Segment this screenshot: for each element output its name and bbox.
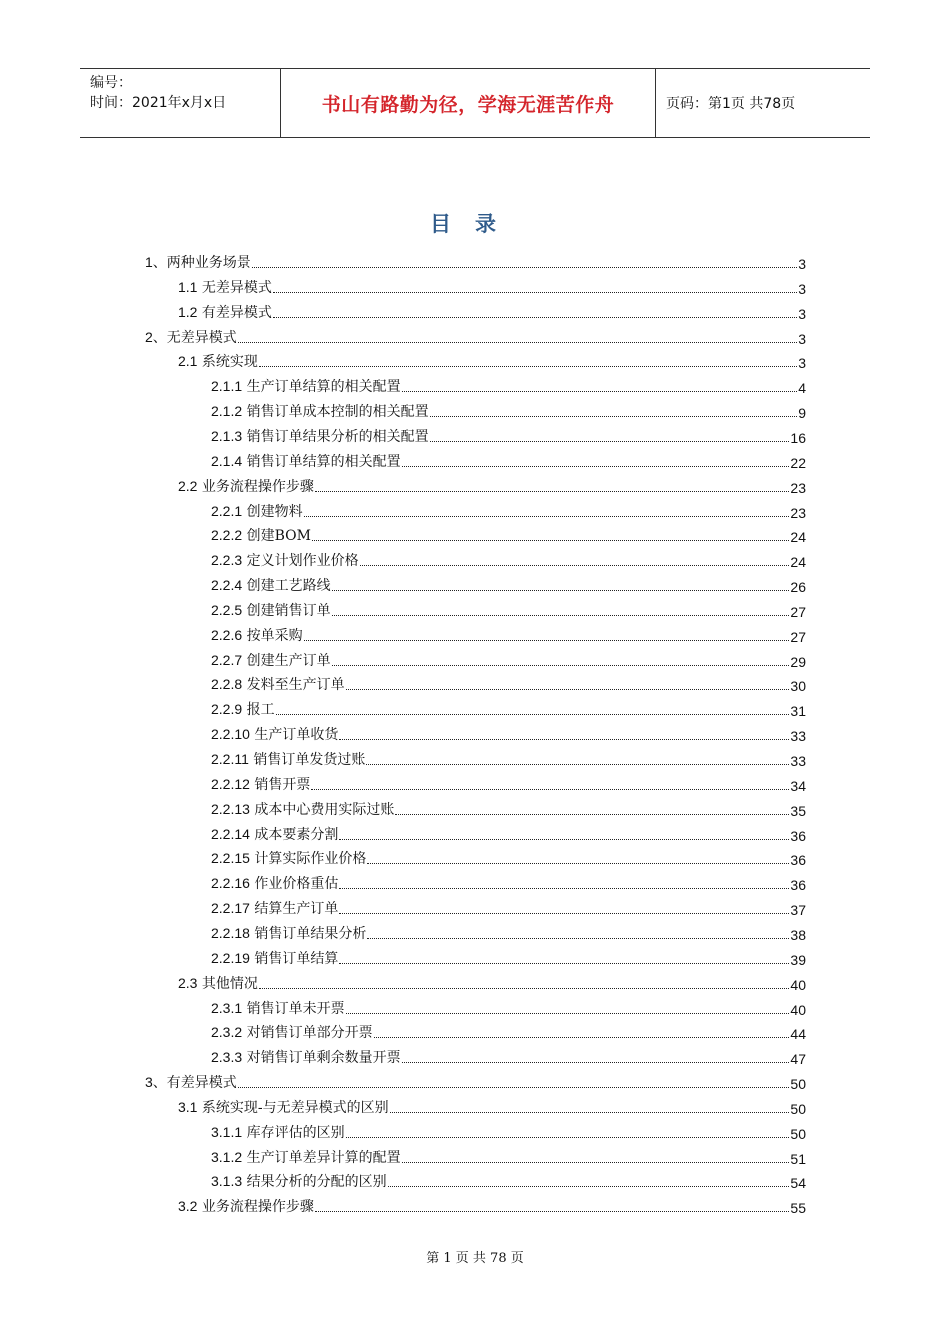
toc-dot-leader	[402, 1061, 790, 1063]
toc-entry[interactable]	[211, 550, 806, 570]
header-page-info-cell	[656, 69, 870, 137]
toc-entry-number: 2.2.4	[211, 577, 243, 594]
toc-entry[interactable]	[211, 650, 806, 670]
toc-dot-leader	[430, 440, 790, 442]
toc-entry-number: 1.2	[178, 303, 198, 320]
toc-entry-page: 34	[790, 777, 806, 794]
header-motto: 书山有路勤为径，学海无涯苦作舟	[321, 93, 615, 116]
toc-entry-page: 47	[790, 1051, 806, 1068]
toc-entry-page: 26	[790, 579, 806, 596]
toc-entry-number: 2.2.10	[211, 726, 250, 743]
toc-entry[interactable]	[211, 1047, 806, 1067]
toc-entry-number: 2.3	[178, 974, 198, 991]
toc-dot-leader	[367, 862, 789, 864]
toc-entry-label	[211, 824, 339, 844]
toc-entry-page: 55	[790, 1200, 806, 1217]
toc-entry[interactable]	[211, 824, 806, 844]
toc-entry-number: 2.2.6	[211, 626, 243, 643]
toc-entry-text: 按单采购	[242, 627, 303, 644]
toc-entry-label	[211, 1047, 402, 1067]
toc-entry-label	[211, 674, 346, 694]
toc-dot-leader	[238, 341, 797, 343]
toc-entry-number: 3.1.3	[211, 1173, 243, 1190]
toc-entry-text: 业务流程操作步骤	[197, 478, 314, 495]
toc-entry-label	[211, 1122, 346, 1142]
toc-entry-label	[211, 898, 339, 918]
toc-entry[interactable]	[145, 1072, 806, 1092]
toc-entry-text: 销售开票	[249, 776, 311, 793]
header-page-info: 页码：第1页 共78页	[666, 96, 796, 112]
toc-entry[interactable]	[211, 401, 806, 421]
toc-entry[interactable]	[211, 376, 806, 396]
toc-entry-number: 2.2.15	[211, 850, 250, 867]
toc-entry-number: 3.1	[178, 1098, 198, 1115]
toc-entry-text: 销售订单结算的相关配置	[242, 453, 401, 470]
toc-entry-text: 对销售订单部分开票	[242, 1025, 373, 1042]
time-label: 时间：2021年x月x日	[90, 95, 227, 111]
toc-entry-number: 1.1	[178, 278, 198, 295]
toc-entry-page: 33	[790, 728, 806, 745]
toc-entry-page: 40	[790, 976, 806, 993]
toc-dot-leader	[366, 763, 789, 765]
toc-entry-number: 2.2.12	[211, 775, 250, 792]
header-motto-cell	[281, 69, 656, 137]
toc-entry[interactable]	[211, 699, 806, 719]
toc-entry-number: 2.2.5	[211, 601, 243, 618]
toc-entry-number: 3.1.1	[211, 1123, 243, 1140]
toc-entry-page: 24	[790, 554, 806, 571]
toc-entry-label	[211, 1022, 374, 1042]
toc-entry-text: 结算生产订单	[249, 901, 339, 918]
toc-dot-leader	[346, 1012, 790, 1014]
toc-entry[interactable]	[211, 625, 806, 645]
toc-dot-leader	[259, 987, 790, 989]
toc-entry-text: 成本中心费用实际过账	[249, 801, 395, 818]
toc-entry[interactable]	[178, 277, 806, 297]
toc-title: 目录	[430, 211, 520, 236]
toc-dot-leader	[388, 1185, 790, 1187]
toc-entry-label	[211, 451, 402, 471]
toc-entry-page: 51	[790, 1150, 806, 1167]
toc-entry-label	[145, 252, 252, 272]
toc-entry-page: 38	[790, 926, 806, 943]
toc-entry-text: 销售订单未开票	[242, 1000, 345, 1017]
toc-entry-page: 37	[790, 902, 806, 919]
toc-entry-text: 定义计划作业价格	[242, 553, 359, 570]
toc-dot-leader	[259, 365, 797, 367]
toc-entry-number: 2.2.7	[211, 651, 243, 668]
toc-entry-page: 23	[790, 504, 806, 521]
toc-entry-label	[211, 550, 360, 570]
header-left-cell	[80, 69, 281, 137]
toc-entry-text: 发料至生产订单	[242, 677, 345, 694]
toc-entry-number: 2.2.13	[211, 800, 250, 817]
toc-entry[interactable]	[211, 426, 806, 446]
toc-entry-text: 计算实际作业价格	[249, 851, 367, 868]
toc-entry-number: 2.2.1	[211, 502, 243, 519]
toc-entry[interactable]	[211, 799, 806, 819]
toc-dot-leader	[346, 688, 790, 690]
toc-dot-leader	[304, 639, 790, 641]
toc-entry-page: 27	[790, 603, 806, 620]
toc-entry-page: 50	[790, 1076, 806, 1093]
toc-entry[interactable]	[211, 898, 806, 918]
toc-dot-leader	[273, 291, 797, 293]
toc-entry-number: 2.2.19	[211, 949, 250, 966]
toc-entry[interactable]	[178, 476, 806, 496]
code-label: 编号：	[90, 75, 132, 91]
toc-entry[interactable]	[211, 749, 806, 769]
toc-dot-leader	[315, 1210, 790, 1212]
toc-entry-page: 40	[790, 1001, 806, 1018]
toc-entry-page: 3	[798, 355, 806, 372]
toc-entry-number: 2.1.1	[211, 378, 243, 395]
toc-entry-page: 9	[798, 405, 806, 422]
toc-entry[interactable]	[211, 873, 806, 893]
toc-dot-leader	[402, 465, 790, 467]
toc-dot-leader	[339, 738, 789, 740]
toc-entry-label	[211, 525, 312, 545]
toc-entry-label	[145, 327, 238, 347]
toc-entry-text: 对销售订单剩余数量开票	[242, 1050, 401, 1067]
toc-dot-leader	[315, 490, 790, 492]
toc-entry[interactable]	[211, 923, 806, 943]
toc-entry-number: 2.3.2	[211, 1024, 243, 1041]
toc-entry[interactable]	[211, 600, 806, 620]
toc-entry-text: 结果分析的分配的区别	[242, 1174, 387, 1191]
toc-entry[interactable]	[145, 327, 806, 347]
toc-entry-number: 1	[145, 254, 153, 270]
toc-entry-page: 36	[790, 827, 806, 844]
toc-entry-label	[211, 600, 332, 620]
toc-dot-leader	[339, 912, 789, 914]
toc-entry[interactable]	[211, 774, 806, 794]
toc-entry-text: 销售订单结果分析	[249, 925, 367, 942]
toc-entry-text: 创建BOM	[242, 528, 311, 545]
toc-entry[interactable]	[211, 724, 806, 744]
toc-entry-text: 报工	[242, 702, 275, 719]
page-header	[80, 68, 870, 138]
toc-entry-text: 销售订单结算	[249, 950, 339, 967]
toc-entry-label	[211, 376, 402, 396]
toc-entry-label	[211, 873, 339, 893]
toc-entry-number: 2.1	[178, 353, 198, 370]
toc-entry-page: 50	[790, 1100, 806, 1117]
toc-entry[interactable]	[178, 973, 806, 993]
toc-dot-leader	[374, 1036, 790, 1038]
toc-entry-page: 29	[790, 653, 806, 670]
toc-entry-label	[211, 724, 339, 744]
toc-entry[interactable]	[211, 451, 806, 471]
toc-entry-text: 系统实现-与无差异模式的区别	[197, 1099, 389, 1116]
toc-entry[interactable]	[178, 1097, 806, 1117]
toc-entry-page: 27	[790, 628, 806, 645]
toc-entry-page: 36	[790, 852, 806, 869]
toc-entry-number: 2.1.2	[211, 403, 243, 420]
toc-entry-label	[211, 998, 346, 1018]
toc-entry[interactable]	[211, 1147, 806, 1167]
toc-entry-label	[211, 923, 367, 943]
toc-entry-text: 生产订单差异计算的配置	[242, 1149, 401, 1166]
toc-entry-page: 50	[790, 1125, 806, 1142]
toc-entry-number: 2.2	[178, 477, 198, 494]
toc-entry-number: 2.2.16	[211, 875, 250, 892]
toc-entry-number: 3	[145, 1074, 153, 1091]
toc-entry[interactable]	[178, 351, 806, 371]
toc-entry-label	[178, 1097, 390, 1117]
toc-entry-number: 2.3.1	[211, 999, 243, 1016]
toc-entry-number: 2.3.3	[211, 1049, 243, 1066]
toc-entry-number: 3.1.2	[211, 1148, 243, 1165]
toc-entry-number: 2.1.4	[211, 452, 243, 469]
toc-entry[interactable]	[211, 525, 806, 545]
toc-entry-label	[178, 351, 259, 371]
toc-dot-leader	[312, 539, 789, 541]
toc-entry-text: 业务流程操作步骤	[197, 1199, 314, 1216]
toc-entry-label	[211, 575, 332, 595]
toc-entry-text: 、无差异模式	[152, 329, 237, 346]
toc-entry[interactable]	[211, 948, 806, 968]
toc-entry-text: 销售订单成本控制的相关配置	[242, 404, 429, 421]
toc-dot-leader	[339, 962, 789, 964]
toc-entry-label	[211, 774, 311, 794]
toc-entry[interactable]	[145, 252, 806, 272]
toc-dot-leader	[395, 813, 789, 815]
toc-entry-text: 库存评估的区别	[242, 1124, 345, 1141]
toc-entry-label	[211, 1171, 388, 1191]
toc-entry-label	[145, 1072, 238, 1092]
toc-entry[interactable]	[178, 302, 806, 322]
toc-dot-leader	[339, 838, 789, 840]
toc-entry-text: 销售订单发货过账	[248, 752, 366, 768]
toc-dot-leader	[332, 614, 790, 616]
toc-entry-number: 2.2.3	[211, 552, 243, 569]
toc-entry-number: 2.2.11	[211, 751, 249, 767]
toc-dot-leader	[402, 390, 798, 392]
toc-entry-number: 2	[145, 328, 153, 345]
toc-dot-leader	[332, 589, 790, 591]
toc-dot-leader	[390, 1111, 790, 1113]
toc-entry-label	[178, 973, 259, 993]
toc-entry-page: 3	[798, 280, 806, 297]
toc-entry-label	[211, 1147, 402, 1167]
toc-entry-label	[211, 401, 430, 421]
toc-entry-label	[178, 302, 273, 322]
toc-entry-text: 生产订单收货	[249, 727, 339, 744]
toc-entry-page: 39	[790, 951, 806, 968]
toc-entry-text: 创建工艺路线	[242, 578, 331, 595]
toc-entry-text: 无差异模式	[197, 279, 272, 296]
toc-entry-text: 其他情况	[197, 975, 258, 992]
toc-entry[interactable]	[211, 1122, 806, 1142]
toc-dot-leader	[238, 1086, 790, 1088]
toc-dot-leader	[402, 1161, 790, 1163]
toc-entry-number: 3.2	[178, 1198, 198, 1215]
toc-dot-leader	[346, 1136, 790, 1138]
toc-entry-label	[211, 848, 367, 868]
toc-entry-page: 22	[790, 454, 806, 471]
toc-entry-text: 有差异模式	[197, 304, 272, 321]
toc-entry[interactable]	[211, 998, 806, 1018]
toc-entry-label	[211, 625, 304, 645]
toc-entry-label	[211, 749, 366, 769]
toc-entry-page: 35	[790, 802, 806, 819]
toc-dot-leader	[252, 266, 797, 268]
toc-entry-page: 31	[790, 703, 806, 720]
toc-entry-label	[211, 426, 430, 446]
toc-entry-label	[178, 1196, 315, 1216]
toc-entry-number: 2.2.2	[211, 527, 243, 544]
toc-entry-text: 创建销售订单	[242, 602, 331, 619]
toc-entry-page: 3	[798, 305, 806, 322]
toc-entry[interactable]	[211, 501, 806, 521]
toc-entry-label	[178, 277, 273, 297]
toc-entry[interactable]	[211, 575, 806, 595]
toc-entry-number: 2.2.18	[211, 924, 250, 941]
toc-entry-text: 、有差异模式	[152, 1075, 237, 1092]
toc-entry-page: 54	[790, 1175, 806, 1192]
toc-entry-label	[211, 501, 304, 521]
toc-entry-page: 3	[798, 330, 806, 347]
toc-entry-page: 4	[798, 380, 806, 397]
page-footer: 第 1 页 共 78 页	[426, 1251, 524, 1266]
toc-entry[interactable]	[211, 674, 806, 694]
toc-entry-label	[211, 650, 332, 670]
toc-entry-text: 系统实现	[197, 354, 258, 371]
toc-entry-label	[211, 699, 276, 719]
toc-entry-text: 、两种业务场景	[152, 255, 251, 271]
toc-dot-leader	[304, 515, 790, 517]
toc-entry-page: 24	[790, 529, 806, 546]
toc-dot-leader	[332, 664, 790, 666]
toc-entry[interactable]	[211, 1022, 806, 1042]
toc-entry-label	[211, 948, 339, 968]
toc-entry-page: 23	[790, 479, 806, 496]
toc-entry-page: 36	[790, 877, 806, 894]
toc-entry-label	[178, 476, 315, 496]
toc-entry-page: 44	[790, 1026, 806, 1043]
toc-dot-leader	[367, 937, 789, 939]
toc-entry-label	[211, 799, 395, 819]
toc-entry-text: 创建生产订单	[242, 652, 331, 669]
toc-dot-leader	[339, 887, 789, 889]
toc-entry-page: 33	[790, 753, 806, 769]
toc-dot-leader	[276, 713, 790, 715]
toc-entry-text: 创建物料	[242, 503, 303, 520]
toc-entry[interactable]	[211, 1171, 806, 1191]
toc-entry-number: 2.2.17	[211, 900, 250, 917]
toc-entry-text: 成本要素分割	[249, 826, 339, 843]
toc-entry-text: 销售订单结果分析的相关配置	[242, 428, 429, 445]
toc-entry-number: 2.2.9	[211, 701, 243, 718]
toc-entry-page: 3	[798, 256, 806, 272]
toc-dot-leader	[311, 788, 789, 790]
toc-entry-text: 作业价格重估	[249, 876, 339, 893]
toc-entry-number: 2.2.8	[211, 676, 243, 693]
toc-dot-leader	[430, 415, 798, 417]
toc-dot-leader	[360, 564, 790, 566]
toc-dot-leader	[273, 316, 797, 318]
toc-entry-number: 2.1.3	[211, 427, 243, 444]
toc-entry-number: 2.2.14	[211, 825, 250, 842]
toc-entry[interactable]	[211, 848, 806, 868]
toc-entry-text: 生产订单结算的相关配置	[242, 379, 401, 396]
toc-entry-page: 30	[790, 678, 806, 695]
toc-entry[interactable]	[178, 1196, 806, 1216]
toc-entry-page: 16	[790, 429, 806, 446]
